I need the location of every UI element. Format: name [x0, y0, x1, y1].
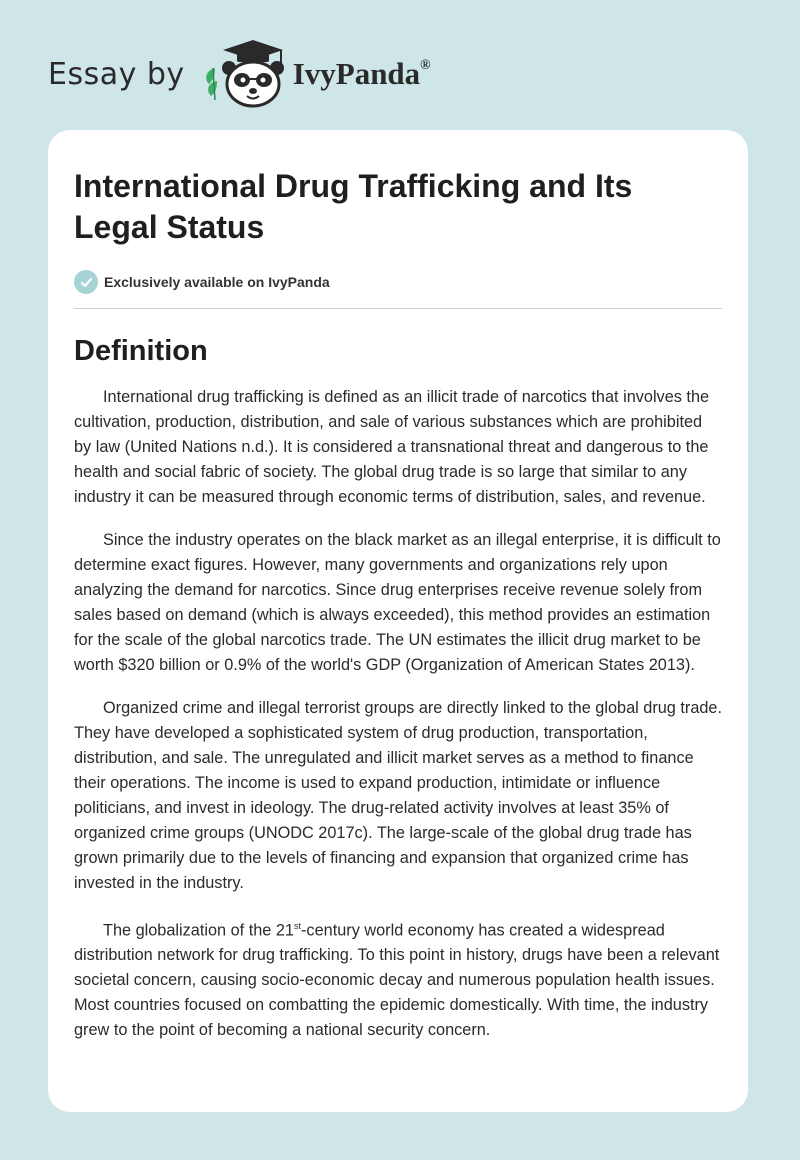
paragraph: International drug trafficking is defined as an illicit trade of narcotics that involves the cultivation, production, distribution, and sale of various substances which are prohibited by law (United Nations n.d.). It is considered a transnational threat and dangerous to the health and social fabric of society. The global drug trade is so large that similar to any industry it can be measured through economic terms of distribution, sales, and revenue. — [74, 388, 710, 506]
exclusive-badge — [74, 268, 722, 296]
exclusive-label: Exclusively available on IvyPanda — [104, 274, 330, 290]
paragraph-text: The globalization of the 21 — [103, 921, 294, 940]
paragraph-text: -century world economy has created a widespread distribution network for drug trafficking. To this point in history, drugs have been a relevant societal concern, causing socio-economic decay and numerous population health issues. Most countries focused on combatting the epidemic domestically. With time, the industry grew to the point of becoming a national security concern. — [74, 921, 720, 1040]
site-header — [48, 34, 431, 114]
divider — [74, 308, 722, 309]
brand-name[interactable]: IvyPanda® — [292, 56, 431, 91]
paragraph — [74, 914, 722, 1043]
check-icon — [74, 270, 98, 294]
registered-mark: ® — [420, 57, 431, 73]
paragraph: Since the industry operates on the black market as an illegal enterprise, it is difficult to determine exact figures. However, many governments and organizations rely upon analyzing the demand for narcotics. Since drug enterprises receive revenue solely from sales based on demand (which is always exceeded), this method provides an estimation for the scale of the global narcotics trade. The UN estimates the illicit drug market to be worth $320 billion or 0.9% of the world's GDP (Organization of American States 2013). — [74, 531, 721, 674]
paragraph: Organized crime and illegal terrorist groups are directly linked to the global drug trade. They have developed a sophisticated system of drug production, transportation, distribution, and sale. The unregulated and illicit market serves as a method to finance their operations. The income is used to expand production, intimidate or influence politicians, and invest in ideology. The drug-related activity involves at least 35% of organized crime groups (UNODC 2017c). The large-scale of the global drug trade has grown primarily due to the levels of financing and expansion that organized crime has invested in the industry. — [74, 699, 723, 892]
essay-card — [48, 130, 748, 1112]
essay-title: International Drug Trafficking and Its Legal Status — [74, 168, 633, 245]
panda-logo-icon[interactable] — [201, 38, 291, 110]
essay-by-label: Essay by — [48, 56, 185, 92]
section-heading: Definition — [74, 335, 208, 367]
superscript: st — [294, 921, 302, 931]
